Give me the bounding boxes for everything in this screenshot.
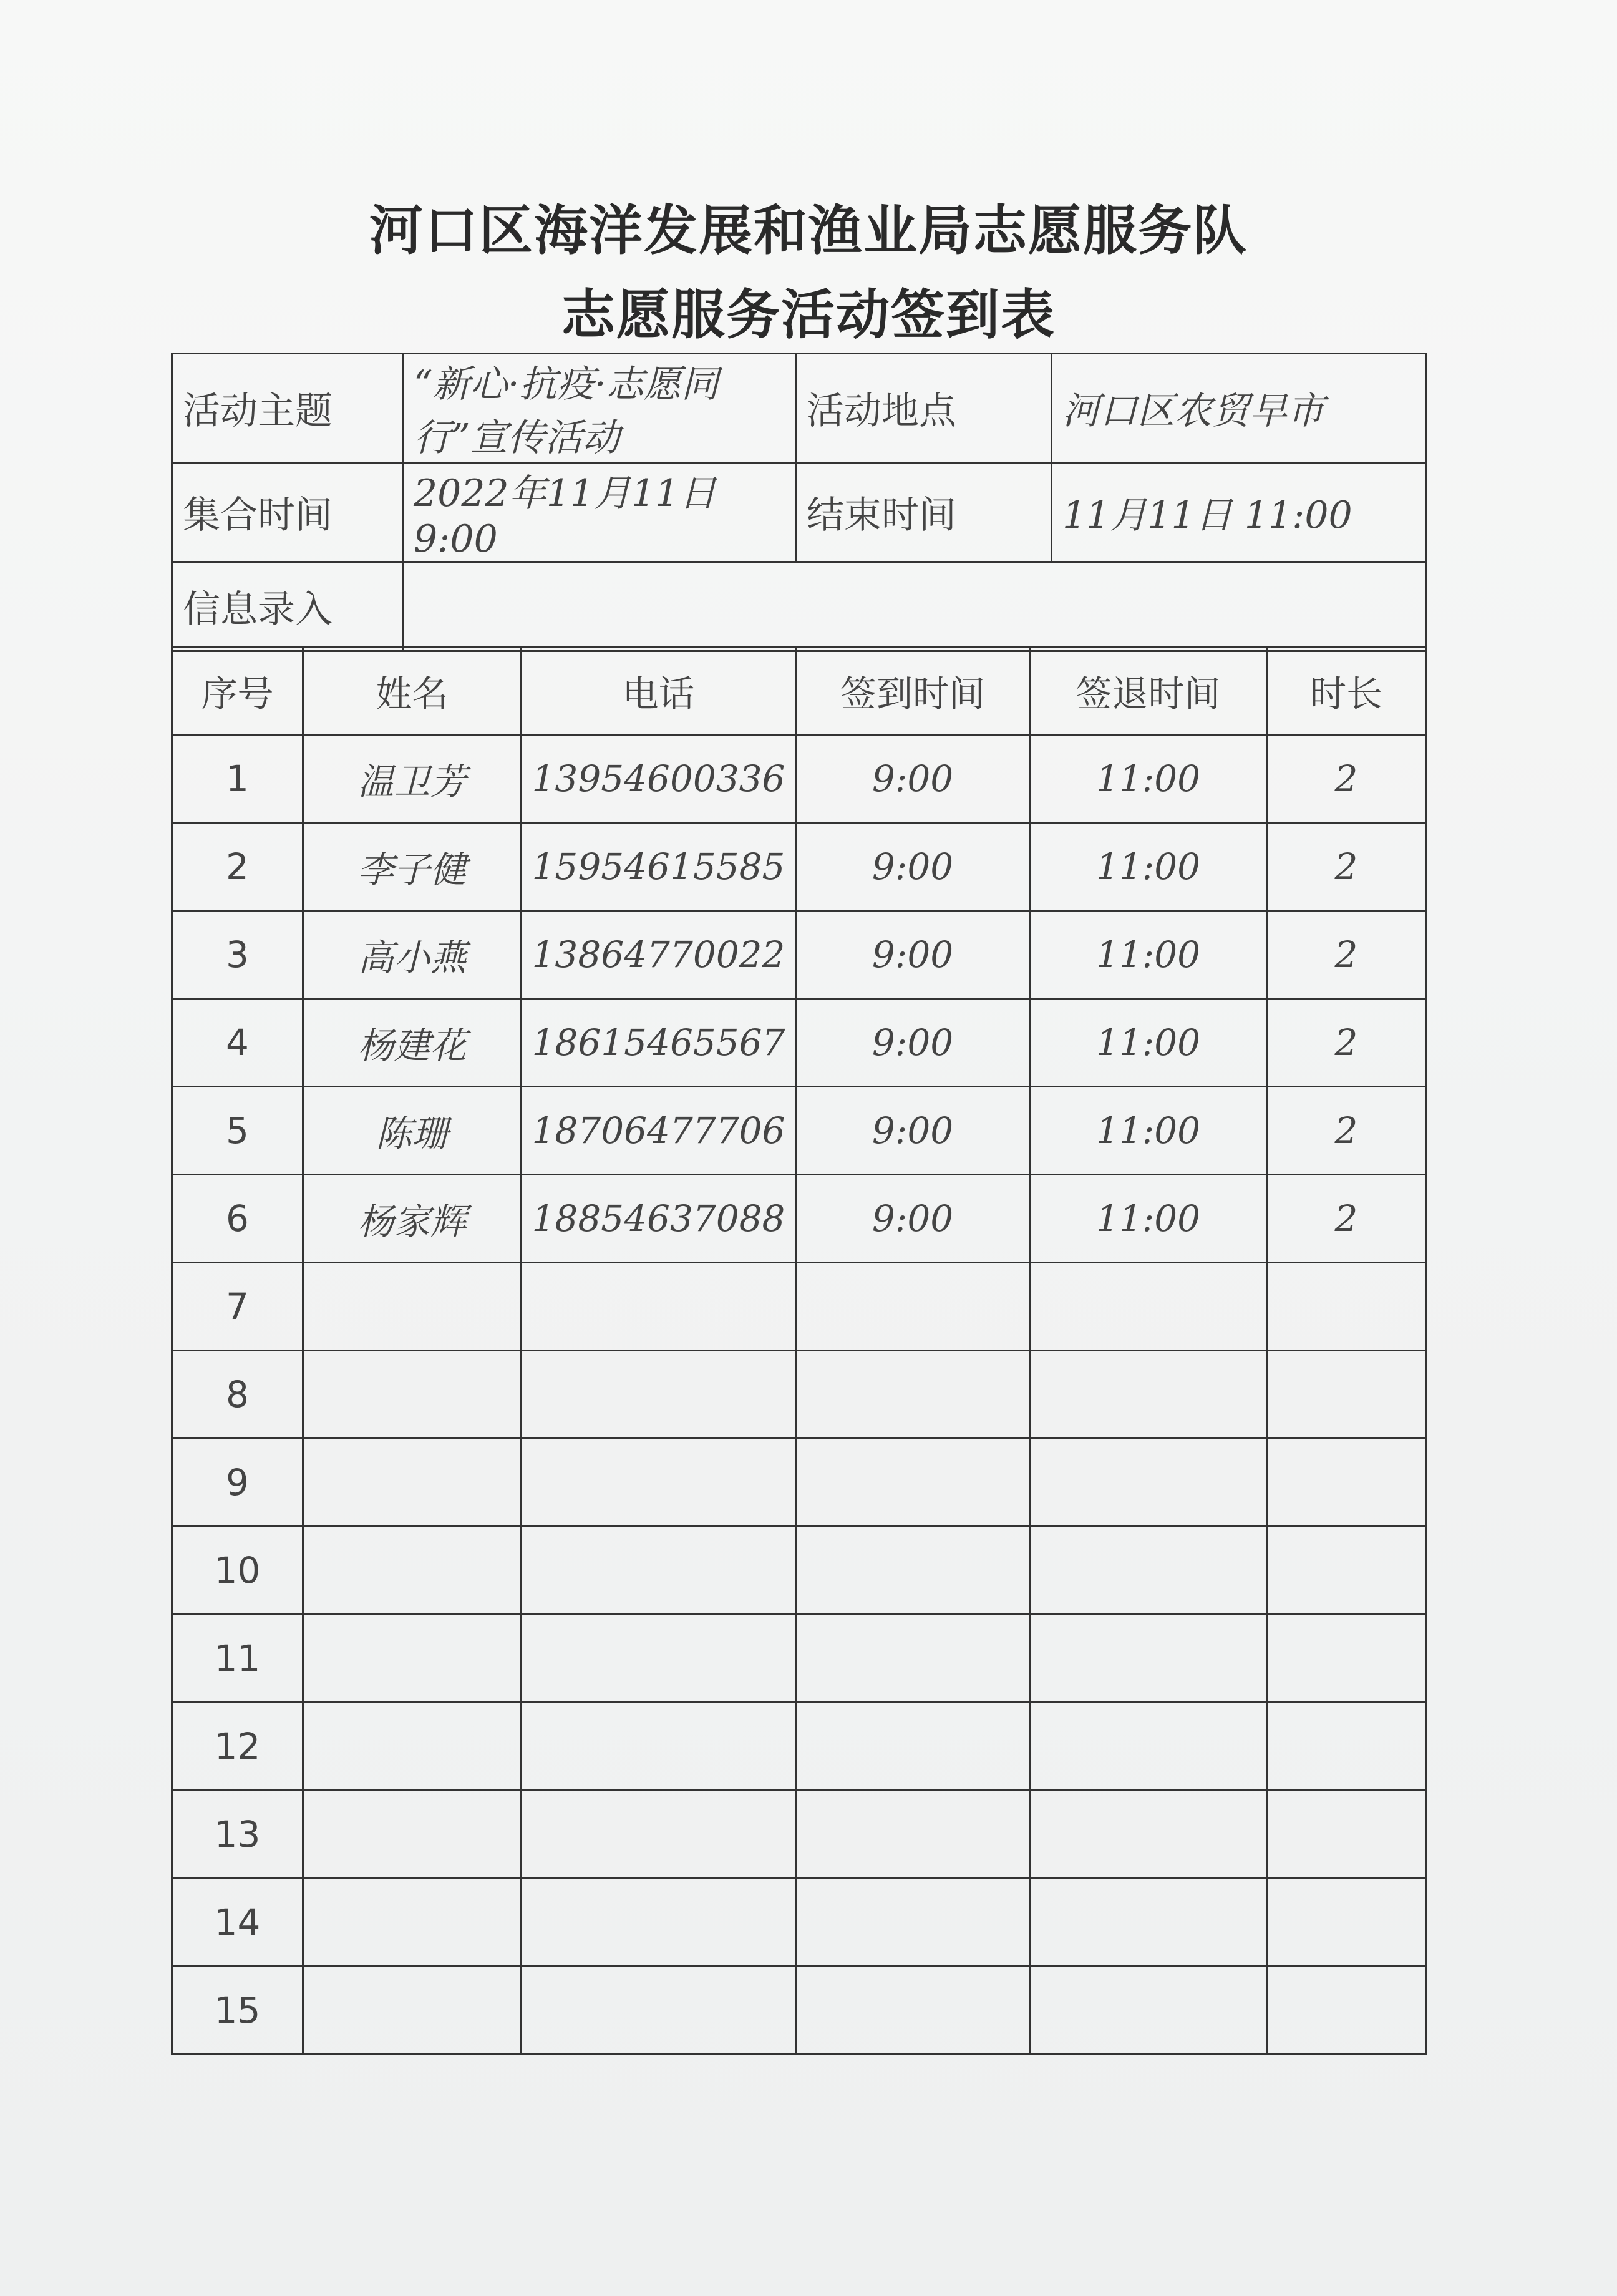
row-duration: 2 bbox=[1267, 1175, 1426, 1263]
row-seq: 3 bbox=[172, 911, 303, 999]
row-duration bbox=[1267, 1615, 1426, 1703]
row-seq: 13 bbox=[172, 1791, 303, 1879]
row-duration bbox=[1267, 1879, 1426, 1967]
row-seq: 12 bbox=[172, 1703, 303, 1791]
table-row bbox=[172, 1087, 1426, 1175]
table-row bbox=[172, 1967, 1426, 2055]
row-phone: 15954615585 bbox=[522, 823, 796, 911]
row-signin-time bbox=[796, 1615, 1030, 1703]
row-signin-time: 9:00 bbox=[796, 1175, 1030, 1263]
row-seq: 2 bbox=[172, 823, 303, 911]
col-header-phone: 电话 bbox=[522, 647, 796, 735]
row-duration bbox=[1267, 1263, 1426, 1351]
row-signin-time bbox=[796, 1703, 1030, 1791]
row-phone bbox=[522, 1791, 796, 1879]
end-time-label: 结束时间 bbox=[796, 463, 1052, 562]
col-header-duration: 时长 bbox=[1267, 647, 1426, 735]
row-name bbox=[303, 1615, 522, 1703]
row-seq: 9 bbox=[172, 1439, 303, 1527]
table-row bbox=[172, 1439, 1426, 1527]
row-signin-time: 9:00 bbox=[796, 823, 1030, 911]
row-seq: 8 bbox=[172, 1351, 303, 1439]
form-title: 河口区海洋发展和渔业局志愿服务队 bbox=[369, 200, 1248, 262]
row-seq: 6 bbox=[172, 1175, 303, 1263]
row-name: 温卫芳 bbox=[303, 735, 522, 823]
table-row bbox=[172, 1263, 1426, 1351]
row-name bbox=[303, 1439, 522, 1527]
row-name: 李子健 bbox=[303, 823, 522, 911]
row-phone: 18854637088 bbox=[522, 1175, 796, 1263]
row-signin-time bbox=[796, 1263, 1030, 1351]
col-header-seq: 序号 bbox=[172, 647, 303, 735]
row-signin-time: 9:00 bbox=[796, 1087, 1030, 1175]
row-signout-time bbox=[1030, 1703, 1267, 1791]
row-name bbox=[303, 1879, 522, 1967]
info-entry-value bbox=[403, 562, 1426, 651]
row-signin-time bbox=[796, 1527, 1030, 1615]
table-row bbox=[172, 1175, 1426, 1263]
table-row bbox=[172, 1879, 1426, 1967]
activity-info-table bbox=[171, 353, 1427, 652]
table-row bbox=[172, 1527, 1426, 1615]
row-seq: 1 bbox=[172, 735, 303, 823]
row-signout-time bbox=[1030, 1263, 1267, 1351]
row-seq: 11 bbox=[172, 1615, 303, 1703]
row-signout-time bbox=[1030, 1967, 1267, 2055]
row-signin-time: 9:00 bbox=[796, 735, 1030, 823]
row-duration: 2 bbox=[1267, 1087, 1426, 1175]
row-signin-time bbox=[796, 1967, 1030, 2055]
table-row bbox=[172, 911, 1426, 999]
row-duration bbox=[1267, 1967, 1426, 2055]
row-phone bbox=[522, 1439, 796, 1527]
row-phone: 18706477706 bbox=[522, 1087, 796, 1175]
row-duration: 2 bbox=[1267, 735, 1426, 823]
row-signin-time bbox=[796, 1879, 1030, 1967]
row-seq: 7 bbox=[172, 1263, 303, 1351]
row-phone bbox=[522, 1967, 796, 2055]
row-signin-time bbox=[796, 1791, 1030, 1879]
col-header-signout-time: 签退时间 bbox=[1030, 647, 1267, 735]
row-signout-time: 11:00 bbox=[1030, 911, 1267, 999]
row-phone bbox=[522, 1263, 796, 1351]
row-name: 高小燕 bbox=[303, 911, 522, 999]
signin-header-row bbox=[172, 647, 1426, 735]
row-phone bbox=[522, 1703, 796, 1791]
row-phone bbox=[522, 1527, 796, 1615]
row-signout-time bbox=[1030, 1791, 1267, 1879]
row-seq: 15 bbox=[172, 1967, 303, 2055]
row-signin-time: 9:00 bbox=[796, 999, 1030, 1087]
row-duration bbox=[1267, 1527, 1426, 1615]
col-header-name: 姓名 bbox=[303, 647, 522, 735]
row-name: 陈珊 bbox=[303, 1087, 522, 1175]
row-signout-time: 11:00 bbox=[1030, 823, 1267, 911]
row-duration: 2 bbox=[1267, 911, 1426, 999]
row-phone bbox=[522, 1351, 796, 1439]
activity-place-label: 活动地点 bbox=[796, 354, 1052, 463]
end-time-value: 11月11日 11:00 bbox=[1052, 463, 1426, 562]
table-row bbox=[172, 823, 1426, 911]
activity-theme-value: “新心·抗疫·志愿同行”宣传活动 bbox=[403, 354, 796, 463]
row-duration bbox=[1267, 1351, 1426, 1439]
row-phone: 13954600336 bbox=[522, 735, 796, 823]
table-row bbox=[172, 735, 1426, 823]
table-row bbox=[172, 999, 1426, 1087]
row-duration bbox=[1267, 1791, 1426, 1879]
row-phone: 13864770022 bbox=[522, 911, 796, 999]
row-signout-time bbox=[1030, 1439, 1267, 1527]
row-name: 杨建花 bbox=[303, 999, 522, 1087]
gather-time-value: 2022年11月11日 9:00 bbox=[403, 463, 796, 562]
row-seq: 4 bbox=[172, 999, 303, 1087]
row-duration: 2 bbox=[1267, 999, 1426, 1087]
row-name bbox=[303, 1351, 522, 1439]
activity-theme-label: 活动主题 bbox=[172, 354, 403, 463]
row-name bbox=[303, 1263, 522, 1351]
row-name bbox=[303, 1527, 522, 1615]
row-name: 杨家辉 bbox=[303, 1175, 522, 1263]
table-row bbox=[172, 1615, 1426, 1703]
row-name bbox=[303, 1967, 522, 2055]
row-name bbox=[303, 1791, 522, 1879]
row-signout-time bbox=[1030, 1351, 1267, 1439]
table-row bbox=[172, 1351, 1426, 1439]
table-row bbox=[172, 1703, 1426, 1791]
signin-table bbox=[171, 646, 1427, 2055]
row-signout-time bbox=[1030, 1879, 1267, 1967]
info-entry-label: 信息录入 bbox=[172, 562, 403, 651]
form-subtitle: 志愿服务活动签到表 bbox=[561, 284, 1056, 346]
gather-time-label: 集合时间 bbox=[172, 463, 403, 562]
row-phone: 18615465567 bbox=[522, 999, 796, 1087]
row-seq: 14 bbox=[172, 1879, 303, 1967]
row-duration: 2 bbox=[1267, 823, 1426, 911]
col-header-signin-time: 签到时间 bbox=[796, 647, 1030, 735]
row-seq: 10 bbox=[172, 1527, 303, 1615]
row-duration bbox=[1267, 1439, 1426, 1527]
row-name bbox=[303, 1703, 522, 1791]
row-signout-time: 11:00 bbox=[1030, 735, 1267, 823]
row-duration bbox=[1267, 1703, 1426, 1791]
row-phone bbox=[522, 1879, 796, 1967]
row-signout-time bbox=[1030, 1615, 1267, 1703]
row-signin-time bbox=[796, 1439, 1030, 1527]
row-signin-time: 9:00 bbox=[796, 911, 1030, 999]
row-seq: 5 bbox=[172, 1087, 303, 1175]
row-signout-time: 11:00 bbox=[1030, 1175, 1267, 1263]
row-phone bbox=[522, 1615, 796, 1703]
row-signout-time: 11:00 bbox=[1030, 999, 1267, 1087]
row-signout-time: 11:00 bbox=[1030, 1087, 1267, 1175]
table-row bbox=[172, 1791, 1426, 1879]
row-signin-time bbox=[796, 1351, 1030, 1439]
row-signout-time bbox=[1030, 1527, 1267, 1615]
activity-place-value: 河口区农贸早市 bbox=[1052, 354, 1426, 463]
